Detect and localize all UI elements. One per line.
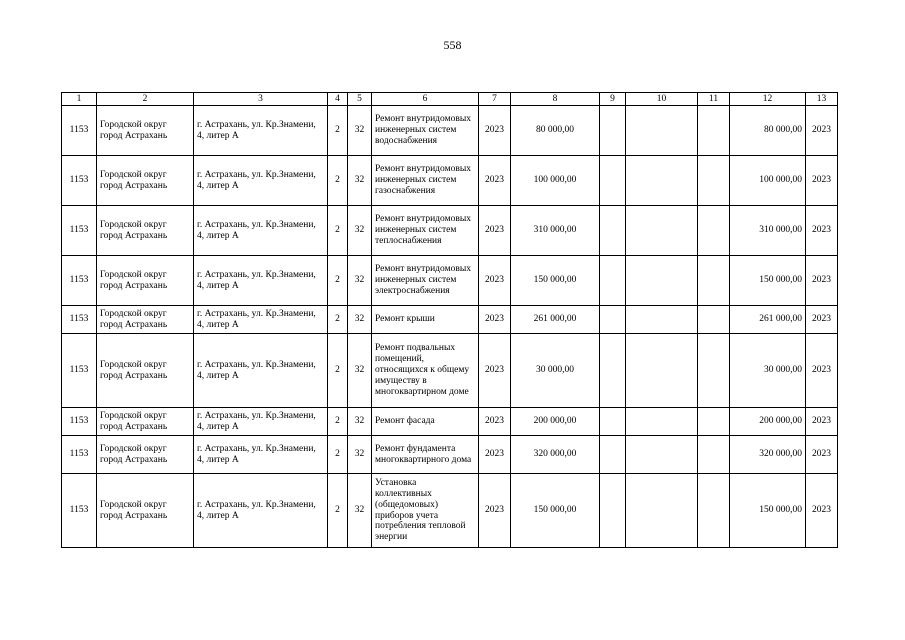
cell-municipality: Городской округ город Астрахань (97, 156, 194, 206)
cell-address: г. Астрахань, ул. Кр.Знамени, 4, литер А (194, 106, 328, 156)
cell-address: г. Астрахань, ул. Кр.Знамени, 4, литер А (194, 334, 328, 408)
cell-col9 (600, 306, 626, 334)
page-number: 558 (443, 38, 462, 52)
column-number-row (62, 93, 838, 106)
cell-col10 (626, 334, 698, 408)
cell-completion-year: 2023 (806, 334, 838, 408)
cell-completion-year: 2023 (806, 408, 838, 436)
cell-col5: 32 (348, 306, 372, 334)
column-header: 13 (806, 93, 838, 106)
column-header: 3 (194, 93, 328, 106)
table-row (62, 474, 838, 548)
cell-number: 1153 (62, 306, 97, 334)
table-row (62, 256, 838, 306)
cell-address: г. Астрахань, ул. Кр.Знамени, 4, литер А (194, 436, 328, 474)
cell-cost: 320 000,00 (511, 436, 600, 474)
cell-completion-year: 2023 (806, 106, 838, 156)
cell-number: 1153 (62, 206, 97, 256)
cell-col11 (698, 408, 730, 436)
cell-col4: 2 (328, 436, 348, 474)
cell-col11 (698, 474, 730, 548)
cell-col5: 32 (348, 474, 372, 548)
cell-number: 1153 (62, 256, 97, 306)
cell-col9 (600, 408, 626, 436)
column-header: 9 (600, 93, 626, 106)
cell-year: 2023 (479, 306, 511, 334)
cell-col10 (626, 436, 698, 474)
cell-col4: 2 (328, 256, 348, 306)
cell-address: г. Астрахань, ул. Кр.Знамени, 4, литер А (194, 474, 328, 548)
cell-year: 2023 (479, 334, 511, 408)
column-header: 1 (62, 93, 97, 106)
cell-col9 (600, 206, 626, 256)
cell-municipality: Городской округ город Астрахань (97, 334, 194, 408)
cell-col10 (626, 156, 698, 206)
cell-total: 200 000,00 (730, 408, 806, 436)
cell-col9 (600, 474, 626, 548)
cell-col4: 2 (328, 334, 348, 408)
cell-cost: 200 000,00 (511, 408, 600, 436)
cell-address: г. Астрахань, ул. Кр.Знамени, 4, литер А (194, 306, 328, 334)
cell-municipality: Городской округ город Астрахань (97, 256, 194, 306)
cell-total: 320 000,00 (730, 436, 806, 474)
cell-work-type: Ремонт внутридомовых инженерных систем газоснабжения (372, 156, 479, 206)
cell-completion-year: 2023 (806, 474, 838, 548)
cell-number: 1153 (62, 156, 97, 206)
cell-total: 100 000,00 (730, 156, 806, 206)
cell-work-type: Ремонт фундамента многоквартирного дома (372, 436, 479, 474)
table-row (62, 408, 838, 436)
cell-col11 (698, 206, 730, 256)
cell-municipality: Городской округ город Астрахань (97, 408, 194, 436)
cell-col11 (698, 334, 730, 408)
column-header: 7 (479, 93, 511, 106)
cell-cost: 80 000,00 (511, 106, 600, 156)
cell-municipality: Городской округ город Астрахань (97, 436, 194, 474)
cell-total: 150 000,00 (730, 474, 806, 548)
cell-municipality: Городской округ город Астрахань (97, 306, 194, 334)
cell-municipality: Городской округ город Астрахань (97, 106, 194, 156)
cell-col10 (626, 408, 698, 436)
column-header: 8 (511, 93, 600, 106)
cell-work-type: Установка коллективных (общедомовых) приборов учета потребления тепловой энергии (372, 474, 479, 548)
cell-col5: 32 (348, 256, 372, 306)
cell-total: 261 000,00 (730, 306, 806, 334)
cell-col10 (626, 474, 698, 548)
cell-year: 2023 (479, 474, 511, 548)
cell-municipality: Городской округ город Астрахань (97, 206, 194, 256)
cell-cost: 150 000,00 (511, 256, 600, 306)
cell-col9 (600, 334, 626, 408)
cell-work-type: Ремонт внутридомовых инженерных систем водоснабжения (372, 106, 479, 156)
cell-address: г. Астрахань, ул. Кр.Знамени, 4, литер А (194, 408, 328, 436)
table-row (62, 436, 838, 474)
cell-col9 (600, 156, 626, 206)
cell-cost: 310 000,00 (511, 206, 600, 256)
cell-number: 1153 (62, 436, 97, 474)
cell-col4: 2 (328, 408, 348, 436)
capital-repair-table (61, 92, 838, 548)
cell-work-type: Ремонт внутридомовых инженерных систем электроснабжения (372, 256, 479, 306)
cell-col5: 32 (348, 436, 372, 474)
cell-col5: 32 (348, 334, 372, 408)
cell-col4: 2 (328, 306, 348, 334)
cell-col9 (600, 106, 626, 156)
cell-address: г. Астрахань, ул. Кр.Знамени, 4, литер А (194, 256, 328, 306)
cell-col4: 2 (328, 106, 348, 156)
table-row (62, 206, 838, 256)
cell-year: 2023 (479, 408, 511, 436)
cell-year: 2023 (479, 206, 511, 256)
cell-completion-year: 2023 (806, 256, 838, 306)
cell-address: г. Астрахань, ул. Кр.Знамени, 4, литер А (194, 206, 328, 256)
cell-col5: 32 (348, 106, 372, 156)
cell-total: 310 000,00 (730, 206, 806, 256)
cell-year: 2023 (479, 436, 511, 474)
cell-work-type: Ремонт фасада (372, 408, 479, 436)
table-row (62, 306, 838, 334)
cell-work-type: Ремонт крыши (372, 306, 479, 334)
table-row (62, 334, 838, 408)
cell-completion-year: 2023 (806, 206, 838, 256)
cell-col11 (698, 436, 730, 474)
cell-col10 (626, 206, 698, 256)
cell-col9 (600, 436, 626, 474)
cell-number: 1153 (62, 334, 97, 408)
column-header: 4 (328, 93, 348, 106)
cell-year: 2023 (479, 156, 511, 206)
cell-col5: 32 (348, 408, 372, 436)
cell-address: г. Астрахань, ул. Кр.Знамени, 4, литер А (194, 156, 328, 206)
cell-cost: 100 000,00 (511, 156, 600, 206)
cell-completion-year: 2023 (806, 306, 838, 334)
column-header: 12 (730, 93, 806, 106)
table-row (62, 156, 838, 206)
cell-col9 (600, 256, 626, 306)
cell-col11 (698, 256, 730, 306)
column-header: 10 (626, 93, 698, 106)
cell-completion-year: 2023 (806, 156, 838, 206)
column-header: 2 (97, 93, 194, 106)
cell-col11 (698, 306, 730, 334)
cell-work-type: Ремонт подвальных помещений, относящихся к общему имуществу в многоквартирном доме (372, 334, 479, 408)
cell-col11 (698, 106, 730, 156)
cell-col10 (626, 256, 698, 306)
column-header: 11 (698, 93, 730, 106)
cell-cost: 150 000,00 (511, 474, 600, 548)
cell-number: 1153 (62, 408, 97, 436)
cell-work-type: Ремонт внутридомовых инженерных систем теплоснабжения (372, 206, 479, 256)
cell-total: 150 000,00 (730, 256, 806, 306)
cell-year: 2023 (479, 256, 511, 306)
cell-total: 30 000,00 (730, 334, 806, 408)
table-row (62, 106, 838, 156)
cell-col4: 2 (328, 156, 348, 206)
cell-municipality: Городской округ город Астрахань (97, 474, 194, 548)
cell-col11 (698, 156, 730, 206)
column-header: 5 (348, 93, 372, 106)
column-header: 6 (372, 93, 479, 106)
cell-col5: 32 (348, 156, 372, 206)
cell-col10 (626, 306, 698, 334)
cell-cost: 30 000,00 (511, 334, 600, 408)
cell-year: 2023 (479, 106, 511, 156)
cell-col5: 32 (348, 206, 372, 256)
cell-number: 1153 (62, 474, 97, 548)
cell-col10 (626, 106, 698, 156)
cell-col4: 2 (328, 474, 348, 548)
cell-number: 1153 (62, 106, 97, 156)
cell-cost: 261 000,00 (511, 306, 600, 334)
cell-col4: 2 (328, 206, 348, 256)
cell-total: 80 000,00 (730, 106, 806, 156)
cell-completion-year: 2023 (806, 436, 838, 474)
